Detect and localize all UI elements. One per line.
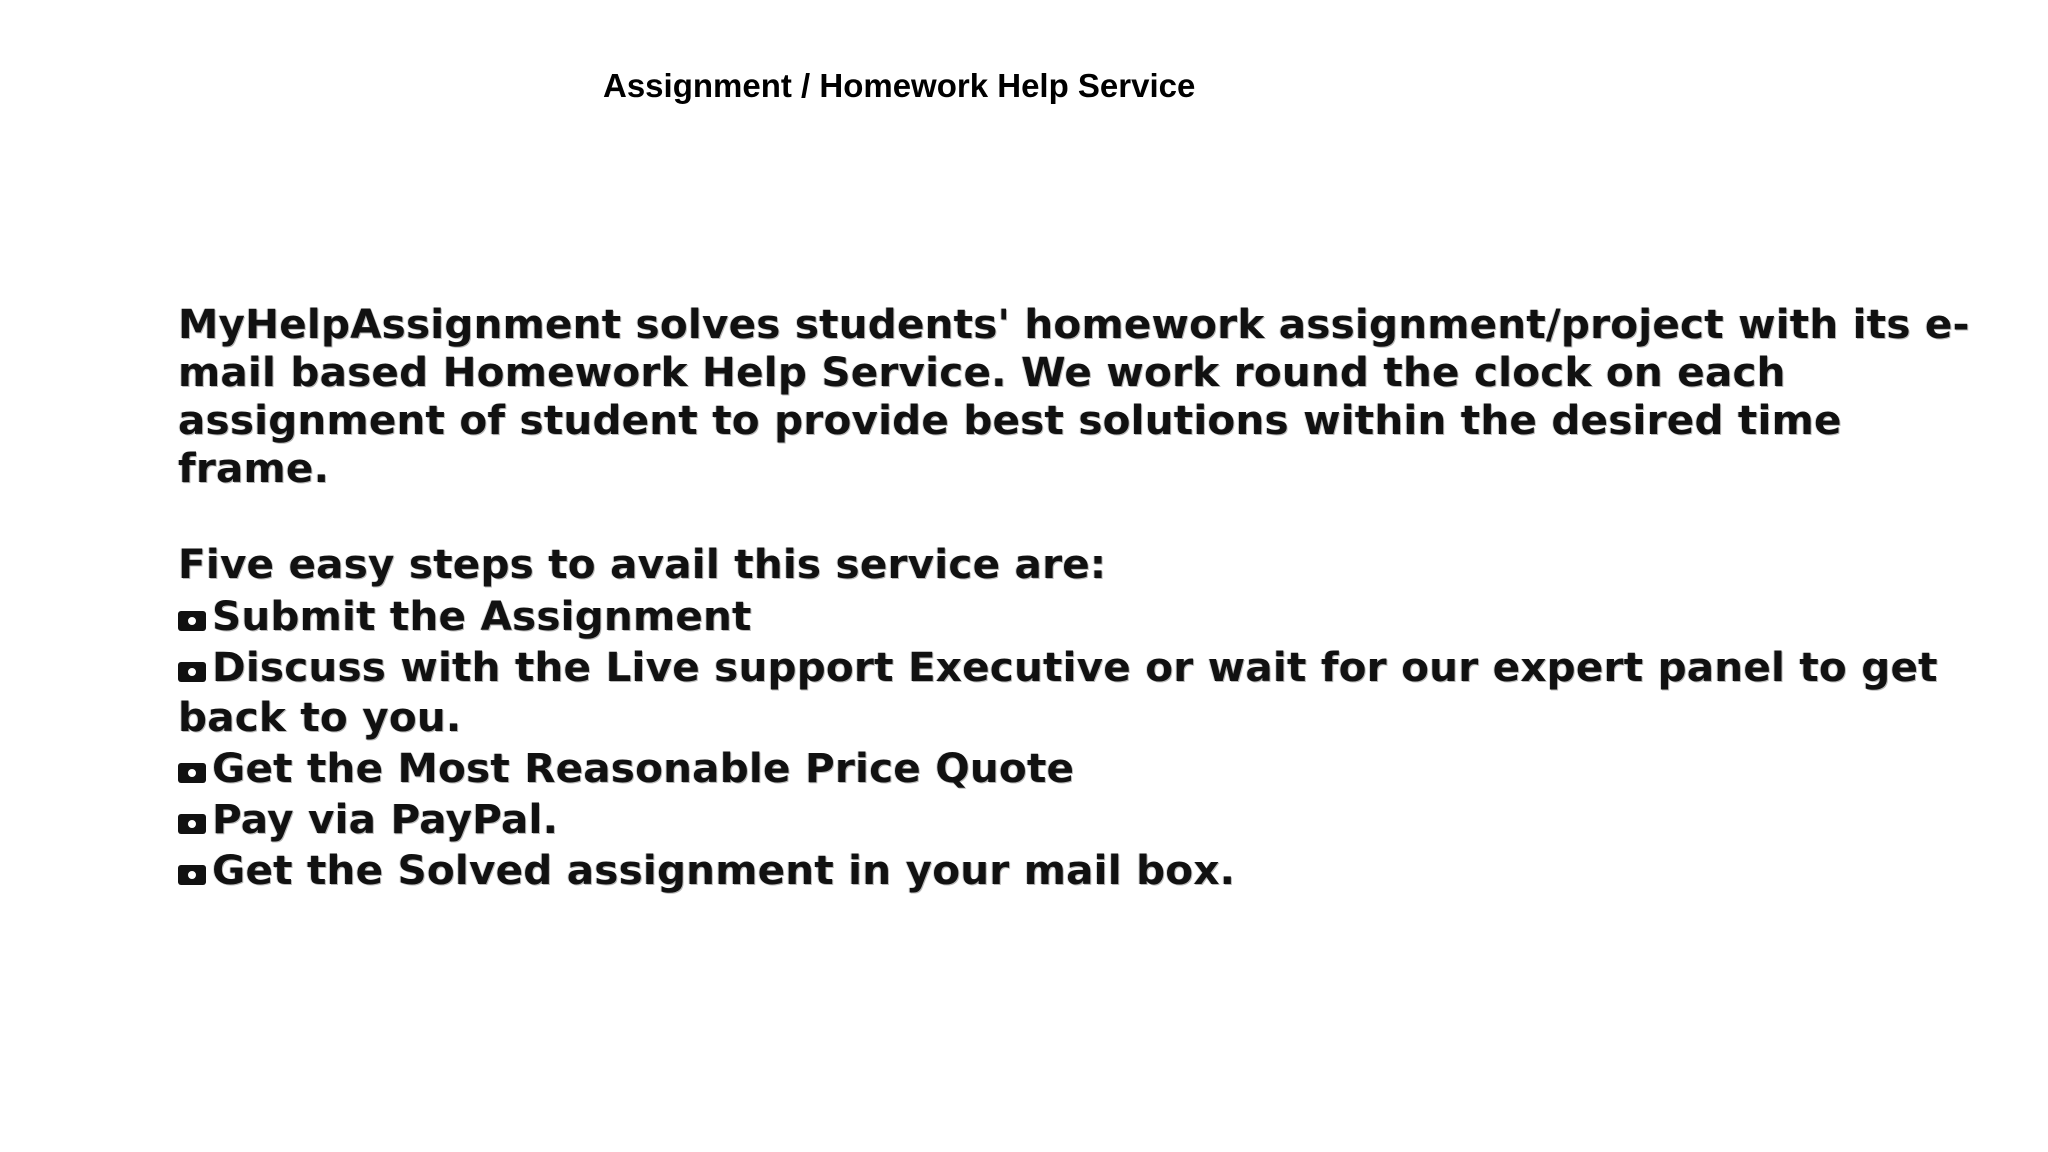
list-item (178, 794, 1978, 844)
intro-paragraph: MyHelpAssignment solves students' homework assignment/project with its e-mail based Homework Help Service. We work round the clock on each assignment of student to provide best solutions within the desired time frame. (178, 300, 1970, 492)
list-item (178, 591, 1978, 641)
step-text: Get the Most Reasonable Price Quote (212, 744, 1075, 792)
camera-icon (178, 814, 206, 834)
step-text: Discuss with the Live support Executive or wait for our expert panel to get back to you. (178, 643, 1938, 741)
camera-icon (178, 611, 206, 631)
list-item (178, 642, 1978, 742)
list-item (178, 743, 1978, 793)
step-text: Get the Solved assignment in your mail box. (212, 846, 1236, 894)
camera-icon (178, 865, 206, 885)
step-text: Pay via PayPal. (212, 795, 559, 843)
steps-heading: Five easy steps to avail this service are: (178, 540, 1107, 588)
slide-title: Assignment / Homework Help Service (603, 67, 1196, 104)
list-item (178, 845, 1978, 895)
slide-body-image (178, 300, 1978, 896)
camera-icon (178, 662, 206, 682)
step-text: Submit the Assignment (212, 592, 752, 640)
steps-list (178, 591, 1978, 895)
camera-icon (178, 763, 206, 783)
